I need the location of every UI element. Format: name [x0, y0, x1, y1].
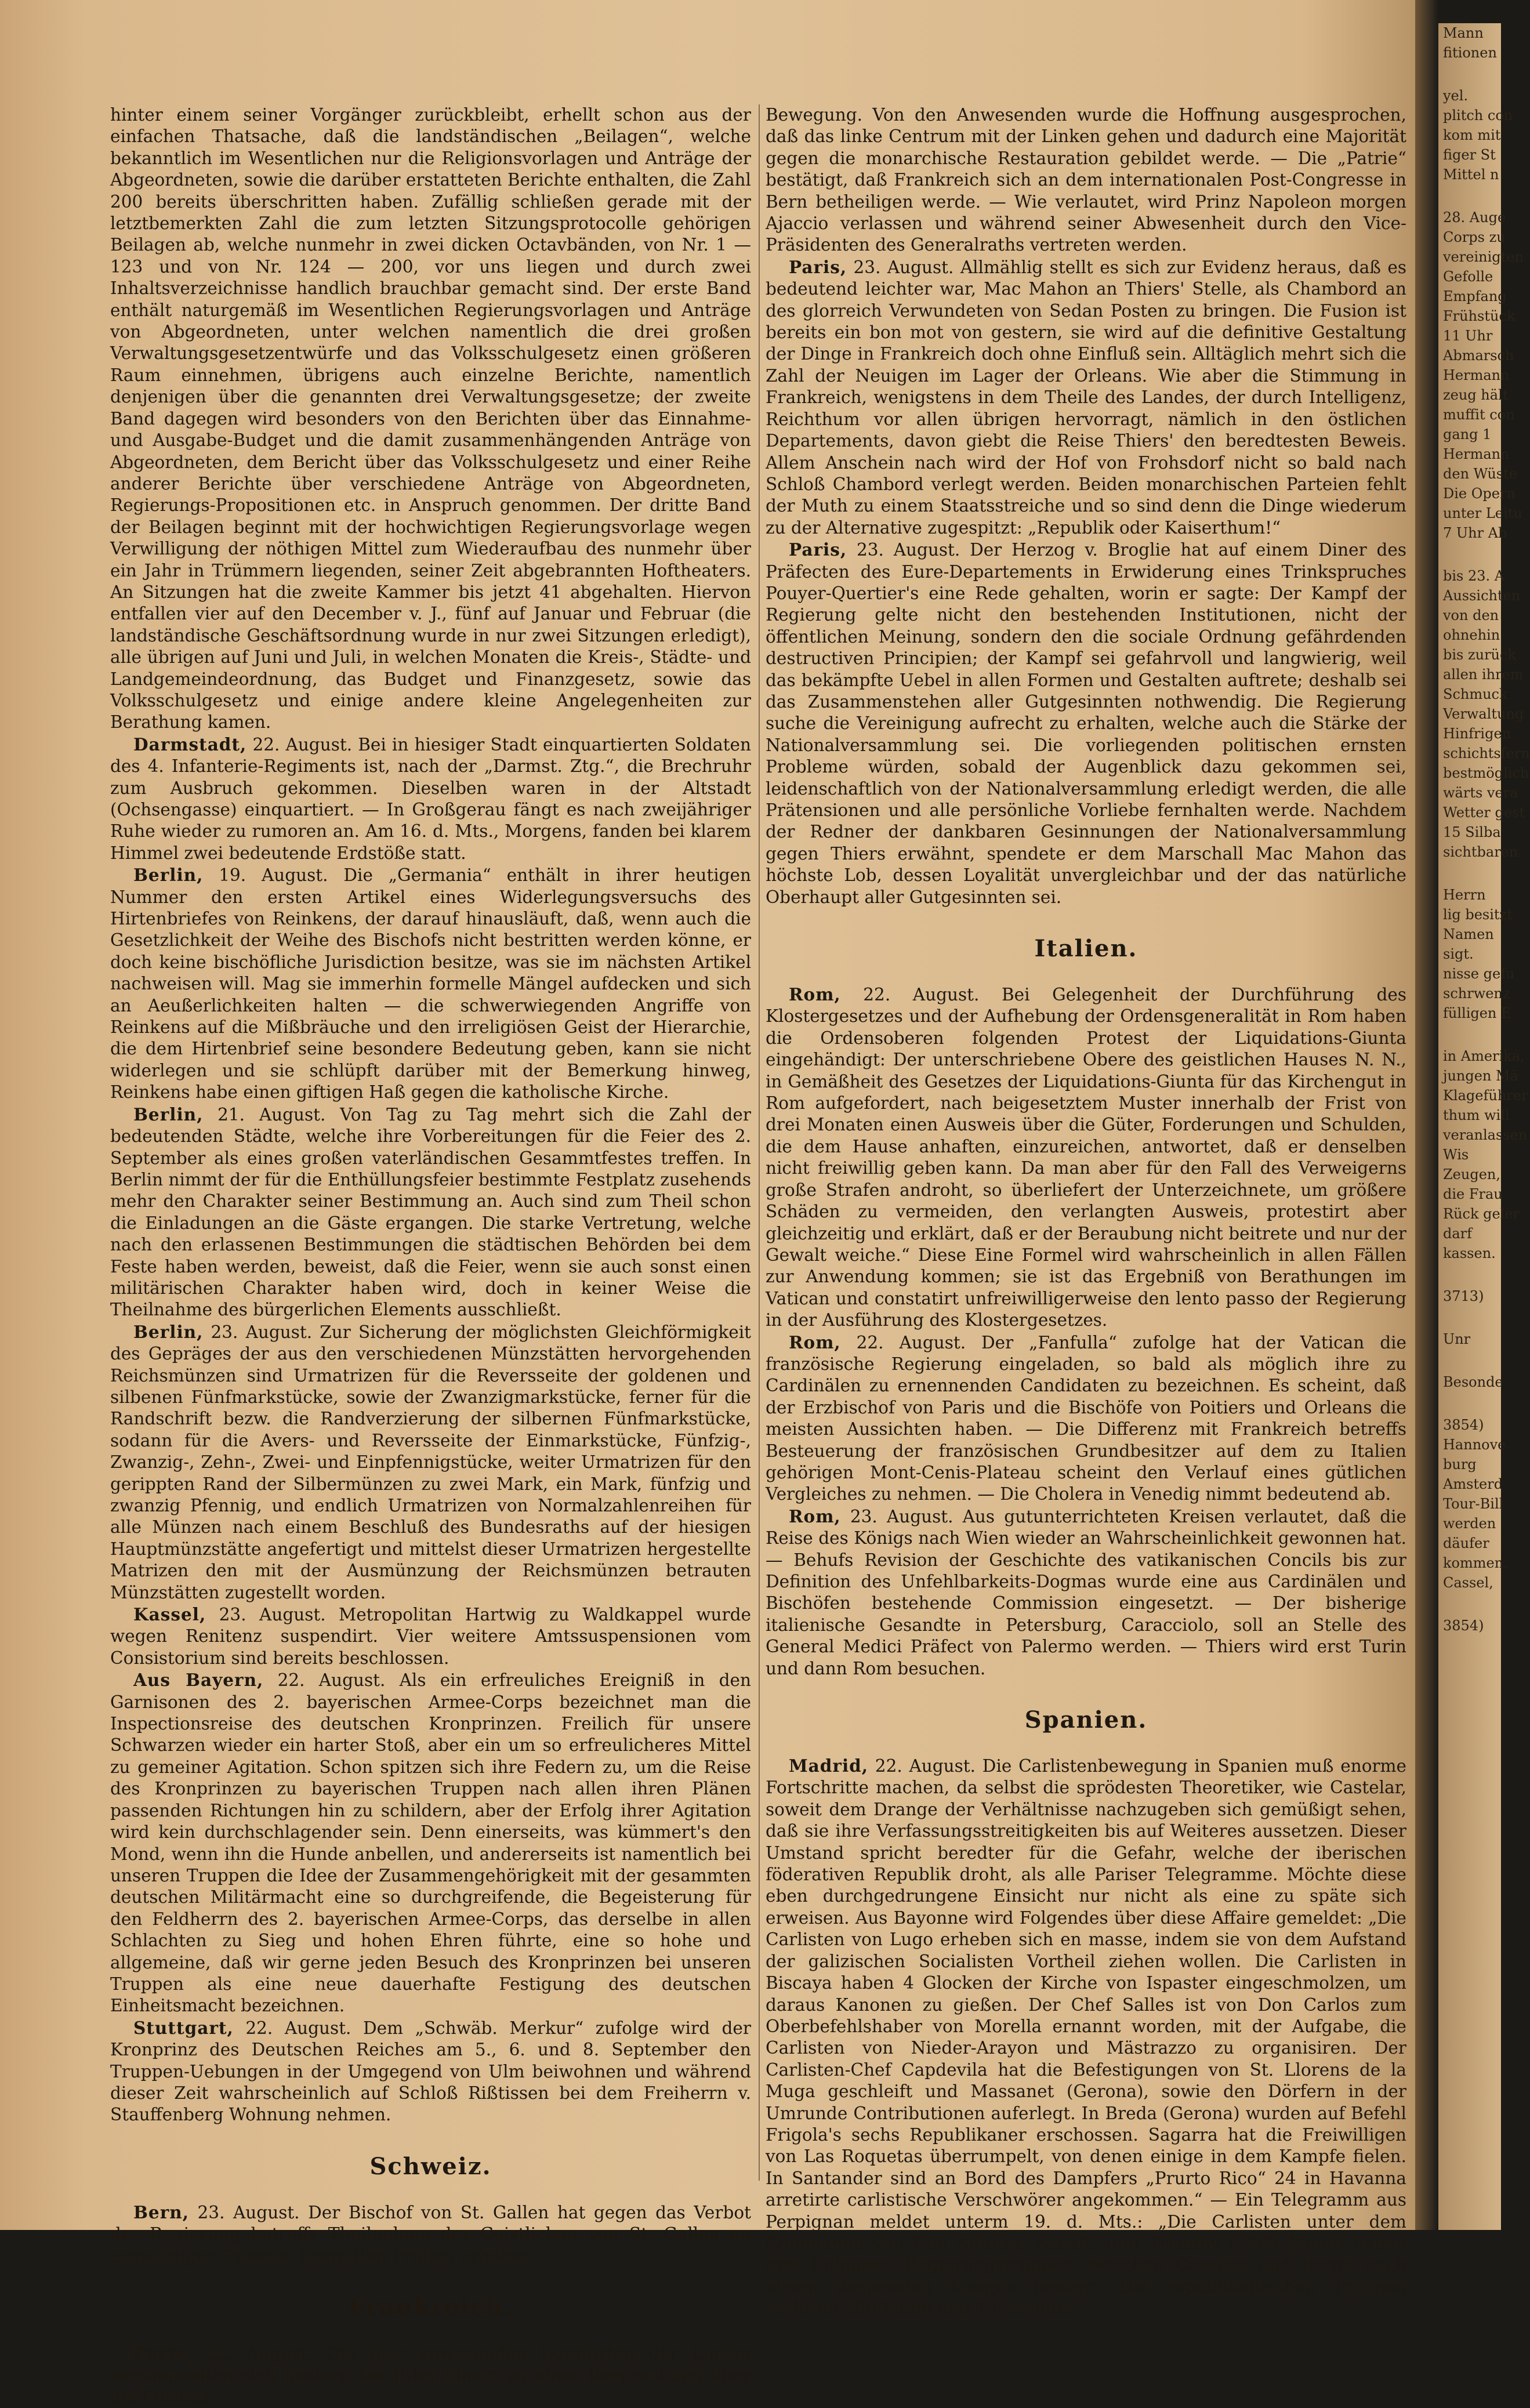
- neighbor-fragment: unter Leitu: [1443, 505, 1522, 521]
- dateline: Bern,: [133, 2202, 189, 2222]
- neighbor-fragment: lig besitzt: [1443, 906, 1513, 923]
- neighbor-fragment: muffit con: [1443, 407, 1515, 423]
- neighbor-fragment: schrwenz: [1443, 985, 1510, 1002]
- neighbor-fragment: Hinfrigen: [1443, 726, 1511, 742]
- neighbor-fragment: veranlassen: [1443, 1127, 1528, 1143]
- dateline: Madrid,: [789, 1756, 869, 1776]
- paragraph-text: 23. August. Aus gutunterrichteten Kreisen verlautet, daß die Reise des Königs nach Wien wieder an Wahrscheinlichkeit gewonnen hat. — Behufs Revision der Geschichte des vatikanischen Concils bis zur Definition des Unfehlbarkeits-Dogmas wurde eine aus Cardinälen und Bischöfen bestehende Commission eingesetzt. — Der bisherige italienische Gesandte in Petersburg, Caracciolo, soll an Stelle des General Medici Präfect von Palermo werden. — Thiers wird erst Turin und dann Rom besuchen.: [766, 1506, 1406, 1678]
- neighbor-fragment: Verwaltung: [1443, 706, 1524, 722]
- neighbor-fragment: vereinigten: [1443, 249, 1524, 265]
- neighbor-fragment: Die Opern: [1443, 485, 1516, 502]
- neighbor-fragment: Hannove: [1443, 1437, 1506, 1453]
- neighbor-fragment: Mann: [1443, 25, 1484, 41]
- neighbor-fragment: Amsterd: [1443, 1476, 1503, 1492]
- neighbor-fragment: allen ihrem: [1443, 666, 1524, 683]
- neighbor-fragment: schichtsfern: [1443, 745, 1530, 761]
- article-paragraph: [766, 1332, 1406, 1506]
- neighbor-fragment: bis zurück: [1443, 647, 1516, 663]
- neighbor-fragment: in Amerika,: [1443, 1048, 1525, 1064]
- neighbor-fragment: nisse gefu: [1443, 966, 1515, 982]
- article-paragraph: [766, 1506, 1406, 1680]
- article-paragraph: [110, 2017, 751, 2126]
- dateline: Kassel,: [133, 1604, 206, 1625]
- dateline: Rom,: [789, 984, 841, 1005]
- book-gutter: [1415, 0, 1438, 2230]
- article-paragraph: [766, 984, 1406, 1332]
- neighbor-fragment: Besonde: [1443, 1374, 1503, 1390]
- dateline: Berlin,: [133, 1321, 204, 1342]
- paragraph-text: 22. August. Der „Fanfulla“ zufolge hat der Vatican die französische Regierung eingeladen, so bald als möglich ihre zu Cardinälen zu ernennenden Candidaten zu bezeichnen. Es scheint, daß der Erzbischof von Paris und die Bischöfe von Poitiers und Orleans die meisten Aussichten haben. — Die Differenz mit Frankreich betreffs Besteuerung der französischen Grundbesitzer auf dem zu Italien gehörigen Mont-Cenis-Plateau scheint den Verlauf eines gütlichen Vergleiches zu nehmen. — Die Cholera in Venedig nimmt bedeutend ab.: [766, 1332, 1406, 1504]
- neighbor-fragment: ohnehin: [1443, 627, 1500, 643]
- paragraph-text: 23. August. Der Bischof von St. Gallen hat gegen das Verbot der Regierung betreffs Theilnahme der Geistlichen von St. Gallen an auswärtigen Priester-Exercitien Protest erhoben.: [110, 2202, 751, 2266]
- neighbor-fragment: kommen.: [1443, 1555, 1508, 1571]
- paragraph-text: 22. August. Die Carlistenbewegung in Spanien muß enorme Fortschritte machen, da selbst die sprödesten Theoretiker, wie Castelar, soweit dem Drange der Verhältnisse nachzugeben sich gemüßigt sehen, daß sie ihre Verfassungsstreitigkeiten bis auf Weiteres aussetzen. Dieser Umstand spricht beredter für die Gefahr, welche der iberischen föderativen Republik droht, als alle Pariser Telegramme. Möchte diese eben durchgedrungene Einsicht nur nicht als eine zu späte sich erweisen. Aus Bayonne wird Folgendes über diese Affaire gemeldet: „Die Carlisten von Lugo erheben sich en masse, indem sie von dem Aufstand der galizischen Socialisten Vortheil ziehen wollen. Die Carlisten in Biscaya haben 4 Glocken der Kirche von Ispaster eingeschmolzen, um daraus Kanonen zu gießen. Der Chef Salles ist von Don Carlos zum Oberbefehlshaber von Morella ernannt worden, mit der Aufgabe, die Carlisten von Nieder-Arayon und Mästrazzo zu organisiren. Der Carlisten-Chef Capdevila hat die Befestigungen von St. Llorens de la Muga geschleift und Massanet (Gerona), sowie den Dörfern in der Umrunde Contributionen auferlegt. In Breda (Gerona) wurden auf Befehl Frigola's sechs Republikaner erschossen. Sagarra hat die Freiwilligen von Las Roquetas überrumpelt, von denen einige in dem Kampfe fielen. In Santander sind an Bord des Dampfers „Prurto Rico“ 24 in Havanna arretirte carlistische Verschwörer angekommen.“ — Ein Telegramm aus Perpignan meldet unterm 19. d. Mts.: „Die Carlisten unter dem Commando von Don Alfonso, Saballs und Tristany (2400 Mann) haben drei Colonnen Regierungstruppen zwischen Caseñas und Berga nach einem desperaten Kampfe besiegt. Die republikanischen Truppen verloren 200 Mann und 1 Geschütz.“: [766, 1756, 1406, 2319]
- paragraph-text: 23. August. Metropolitan Hartwig zu Waldkappel wurde wegen Renitenz suspendirt. Vier weitere Amtssuspensionen vom Consistorium sind bereits beschlossen.: [110, 1605, 751, 1668]
- neighbor-fragment: 11 Uhr: [1443, 328, 1493, 344]
- dateline: Aus Bayern,: [133, 1670, 264, 1691]
- neighbor-fragment: Cassel,: [1443, 1575, 1493, 1591]
- neighbor-fragment: darf: [1443, 1225, 1473, 1242]
- column-divider: [759, 104, 760, 2181]
- paragraph-text: 21. August. Von Tag zu Tag mehrt sich die Zahl der bedeutenden Städte, welche ihre Vorbereitungen für die Feier des 2. September als eines großen vaterländischen Gesammtfestes treffen. In Berlin nimmt der für die Enthüllungsfeier bestimmte Festplatz zusehends mehr den Charakter seiner Bestimmung an. Auch sind zum Theil schon die Einladungen an die Gäste ergangen. Die starke Vertretung, welche nach den erlassenen Bestimmungen die städtischen Behörden bei dem Feste haben werden, beweist, daß die Feier, wenn sie auch sonst einen militärischen Charakter haben wird, doch in keiner Weise die Theilnahme des bürgerlichen Elements ausschließt.: [110, 1104, 751, 1320]
- neighbor-fragment: gang 1: [1443, 426, 1492, 443]
- neighbor-fragment: 3854): [1443, 1618, 1484, 1634]
- neighbor-fragment: Schmuck: [1443, 686, 1508, 702]
- article-paragraph: [110, 1321, 751, 1604]
- paragraph-text: Bewegung. Von den Anwesenden wurde die Hoffnung ausgesprochen, daß das linke Centrum mit der Linken gehen und dadurch eine Majorität gegen die monarchische Restauration gebildet werde. — Die „Patrie“ bestätigt, daß Frankreich sich an dem internationalen Post-Congresse in Bern betheiligen werde. — Wie verlautet, wird Prinz Napoleon morgen Ajaccio verlassen und während seiner Abwesenheit durch den Vice-Präsidenten des Generalraths vertreten werden.: [766, 105, 1406, 255]
- article-paragraph: [110, 2202, 751, 2267]
- article-paragraph: [110, 1669, 751, 2017]
- paragraph-text: 22. August. Bei Gelegenheit der Durchführung des Klostergesetzes und der Aufhebung der Ordensgeneralität in Rom haben die Ordensoberen folgenden Protest der Liquidations-Giunta eingehändigt: Der unterschriebene Obere des geistlichen Hauses N. N., in Gemäßheit des Gesetzes der Liquidations-Giunta für das Kirchengut in Rom aufgefordert, nach beigesetztem Muster innerhalb der Frist von drei Monaten einen Ausweis über die Güter, Forderungen und Schulden, die dem Hause anhaften, einzureichen, antwortet, daß er denselben nicht freiwillig geben kann. Da man aber für den Fall des Verweigerns große Strafen androht, so überliefert der Unterzeichnete, um größere Schäden zu vermeiden, den verlangten Ausweis, protestirt aber gleichzeitig und erklärt, daß er der Beraubung nicht beitrete und nur der Gewalt weiche.“ Diese Eine Formel wird wahrscheinlich in allen Fällen zur Anwendung kommen; sie ist das Ergebniß von Berathungen im Vatican und constatirt unfreiwilligerweise den lento passo der Regierung in der Ausführung des Klostergesetzes.: [766, 985, 1406, 1330]
- neighbor-fragment: 7 Uhr Ab: [1443, 525, 1507, 541]
- article-paragraph: [766, 539, 1406, 908]
- article-paragraph: [110, 1104, 751, 1321]
- neighbor-fragment: sigt.: [1443, 946, 1474, 962]
- neighbor-fragment: Tour-Bill: [1443, 1496, 1504, 1512]
- left-column: [110, 104, 751, 2407]
- dateline: Rom,: [789, 1506, 841, 1526]
- neighbor-fragment: den Wüste: [1443, 466, 1517, 482]
- right-column: [766, 104, 1406, 2319]
- paragraph-text: 22. August. Die hier anwesenden Deputirten der Linken versammelten sich gestern bei Jules Simon zu einer Besprechung über die Fusions-: [110, 2344, 751, 2407]
- article-paragraph: [110, 864, 751, 1103]
- dateline: Berlin,: [133, 1104, 204, 1125]
- article-paragraph: [110, 734, 751, 864]
- article-paragraph: [766, 1755, 1406, 2320]
- paragraph-text: 23. August. Zur Sicherung der möglichsten Gleichförmigkeit des Gepräges der aus den verschiedenen Münzstätten hervorgehenden Reichsmünzen sind Urmatrizen für die Reversseite der goldenen und silbenen Fünfmarkstücke, sowie der Zwanzigmarkstücke, ferner für die Randschrift bezw. die Randverzierung der silbernen Fünfmarkstücke, sodann für die Avers- und Reversseite der Einmarkstücke, Fünfzig-, Zwanzig-, Zehn-, Zwei- und Einpfennigstücke, weiter Urmatrizen für den gerippten Rand der Silbermünzen zu zwei Mark, ein Mark, fünfzig und zwanzig Pfennig, und endlich Urmatrizen von Normalzahlenreihen für alle Münzen nach einem Beschluß des Bundesraths auf der hiesigen Hauptmünzstätte angefertigt und mittelst dieser Urmatrizen hergestellte Matrizen den mit der Ausmünzung der Reichsmünzen betrauten Münzstätten zugestellt worden.: [110, 1322, 751, 1602]
- neighbor-fragment: yel.: [1443, 88, 1469, 104]
- neighbor-fragment: Herrn: [1443, 887, 1486, 903]
- neighbor-fragment: Abmarsch: [1443, 347, 1514, 364]
- neighbor-fragment: jungen Mä: [1443, 1068, 1518, 1084]
- dateline: Paris,: [133, 2343, 192, 2363]
- neighbor-fragment: fülligen E: [1443, 1005, 1511, 1021]
- article-paragraph: [766, 104, 1406, 256]
- neighbor-fragment: werden: [1443, 1515, 1496, 1532]
- neighbor-page-edge: [1438, 23, 1530, 2230]
- section-heading: Spanien.: [1024, 1706, 1148, 1734]
- neighbor-fragment: wärts vera: [1443, 785, 1518, 801]
- neighbor-fragment: sichtbaren: [1443, 844, 1518, 860]
- neighbor-fragment: fitionen: [1443, 45, 1497, 61]
- article-paragraph: [110, 2342, 751, 2408]
- neighbor-fragment: die Frau: [1443, 1186, 1503, 1202]
- neighbor-fragment: Frühstück: [1443, 308, 1516, 324]
- dateline: Paris,: [789, 256, 847, 277]
- neighbor-fragment: 3713): [1443, 1288, 1484, 1304]
- neighbor-fragment: Hermann: [1443, 367, 1510, 383]
- section-heading: Schweiz.: [369, 2152, 492, 2180]
- neighbor-fragment: bestmöglich: [1443, 765, 1529, 781]
- neighbor-fragment: Unr: [1443, 1331, 1471, 1347]
- neighbor-fragment: thum will: [1443, 1107, 1510, 1123]
- neighbor-fragment: 15 Silba: [1443, 824, 1501, 840]
- neighbor-fragment: Rück geler: [1443, 1206, 1520, 1222]
- neighbor-fragment: kom mit: [1443, 127, 1501, 143]
- dateline: Paris,: [789, 539, 847, 560]
- neighbor-fragment: 3854): [1443, 1417, 1484, 1433]
- neighbor-fragment: Klageführer: [1443, 1087, 1528, 1104]
- neighbor-fragment: plitch con: [1443, 107, 1513, 124]
- neighbor-fragment: 28. Auge: [1443, 209, 1506, 226]
- article-paragraph: [110, 104, 751, 734]
- neighbor-fragment: Hermann: [1443, 446, 1510, 462]
- neighbor-fragment: Wetter gest: [1443, 804, 1525, 821]
- neighbor-fragment: kassen.: [1443, 1245, 1496, 1261]
- neighbor-fragment: Gefolle: [1443, 269, 1493, 285]
- neighbor-fragment: burg: [1443, 1456, 1477, 1473]
- paragraph-text: hinter einem seiner Vorgänger zurückbleibt, erhellt schon aus der einfachen Thatsache, daß die landständischen „Beilagen“, welche bekanntlich im Wesentlichen nur die Religionsvorlagen und Anträge der Abgeordneten, sowie die darüber erstatteten Berichte enthalten, die Zahl 200 bereits überschritten haben. Zufällig schließen gerade mit der letztbemerkten Zahl die zum letzten Sitzungsprotocolle gehörigen Beilagen ab, welche nunmehr in zwei dicken Octavbänden, von Nr. 1 — 123 und von Nr. 124 — 200, vor uns liegen und durch zwei Inhaltsverzeichnisse handlich brauchbar gemacht sind. Der erste Band enthält naturgemäß im Wesentlichen Regierungsvorlagen und Anträge von Abgeordneten, unter welchen namentlich die drei großen Verwaltungsgesetzentwürfe und das Volksschulgesetz einen größeren Raum einnehmen, übrigens auch einzelne Berichte, namentlich denjenigen über die genannten drei Verwaltungsgesetze; der zweite Band dagegen wird besonders von den Berichten über das Einnahme- und Ausgabe-Budget und die damit zusammenhängenden Anträge von Abgeordneten, dem Bericht über das Volksschulgesetz und einer Reihe anderer Berichte über verschiedene Anträge von Abgeordneten, Regierungs-Propositionen etc. in Anspruch genommen. Der dritte Band der Beilagen beginnt mit der hochwichtigen Regierungsvorlage wegen Verwilligung der nöthigen Mittel zum Wiederaufbau des nunmehr über ein Jahr in Trümmern liegenden, seiner Zeit abgebrannten Hoftheaters. An Sitzungen hat die zweite Kammer bis jetzt 41 abgehalten. Hiervon entfallen vier auf den December v. J., fünf auf Januar und Februar (die landständische Geschäftsordnung wurde in nur zwei Sitzungen erledigt), alle übrigen auf Juni und Juli, in welchen Monaten die Kreis-, Städte- und Landgemeindeordnung, das Budget und Finanzgesetz, sowie das Volksschulgesetz und einige andere kleine Angelegenheiten zur Berathung kamen.: [110, 105, 751, 732]
- paragraph-text: 22. August. Bei in hiesiger Stadt einquartierten Soldaten des 4. Infanterie-Regiments ist, nach der „Darmst. Ztg.“, die Brechruhr zum Ausbruch gekommen. Dieselben waren in der Altstadt (Ochsengasse) einquartiert. — In Großgerau fängt es nach zweijähriger Ruhe wieder zu rumoren an. Am 16. d. Mts., Morgens, fanden bei klarem Himmel zwei bedeutende Erdstöße statt.: [110, 734, 751, 863]
- dateline: Berlin,: [133, 865, 204, 886]
- article-paragraph: [110, 1604, 751, 1669]
- paragraph-text: 22. August. Dem „Schwäb. Merkur“ zufolge wird der Kronprinz des Deutschen Reiches am 5., 6. und 8. September den Truppen-Uebungen in der Umgegend von Ulm beiwohnen und während dieser Zeit wahrscheinlich auf Schloß Rißtissen bei dem Freiherrn v. Stauffenberg Wohnung nehmen.: [110, 2018, 751, 2125]
- neighbor-fragment: zeug hält: [1443, 387, 1509, 403]
- neighbor-fragment: bis 23. A: [1443, 568, 1505, 584]
- neighbor-fragment: Namen: [1443, 926, 1494, 942]
- dateline: Stuttgart,: [133, 2017, 234, 2038]
- neighbor-fragment: Mittel n: [1443, 166, 1499, 183]
- neighbor-fragment: Aussichten: [1443, 588, 1521, 604]
- neighbor-fragment: Zeugen,: [1443, 1166, 1500, 1183]
- paragraph-text: 19. August. Die „Germania“ enthält in ihrer heutigen Nummer den ersten Artikel eines Widerlegungsversuchs des Hirtenbriefes von Reinkens, der darauf hinausläuft, daß, wenn auch die Gesetzlichkeit der Weihe des Bischofs nicht bestritten werden könne, er doch keine bischöfliche Jurisdiction besitze, was sie im nächsten Artikel nachweisen will. Mag sie immerhin formelle Mängel aufdecken und sich an Aeußerlichkeiten halten — die schwerwiegenden Angriffe von Reinkens auf die Mißbräuche und den irreligiösen Geist der Hierarchie, die dem Hirtenbrief seine besondere Bedeutung geben, kann sie nicht widerlegen und sie schlüpft darüber mit der Bemerkung hinweg, Reinkens habe einen giftigen Haß gegen die katholische Kirche.: [110, 865, 751, 1103]
- neighbor-fragment: Corps zu: [1443, 229, 1506, 245]
- dateline: Rom,: [789, 1332, 841, 1352]
- paragraph-text: 23. August. Allmählig stellt es sich zur Evidenz heraus, daß es bedeutend leichter war, Mac Mahon an Thiers' Stelle, als Chambord an des glorreich Verwundeten von Sedan Posten zu bringen. Die Fusion ist bereits ein bon mot von gestern, sie wird auf die definitive Gestaltung der Dinge in Frankreich doch ohne Einfluß sein. Alltäglich mehrt sich die Zahl der Neuigen im Lager der Orleans. Wie aber die Stimmung in Frankreich, wenigstens in dem Theile des Landes, der durch Intelligenz, Reichthum vor allen übrigen hervorragt, nämlich in den östlichen Departements, davon giebt die Reise Thiers' den beredtesten Beweis. Allem Anschein nach wird der Hof von Frohsdorf nicht so bald nach Schloß Chambord verlegt werden. Beiden monarchischen Parteien fehlt der Muth zu einem Staatsstreiche und so sind denn die Dinge wiederum zu der Alternative zugespitzt: „Republik oder Kaiserthum!“: [766, 257, 1406, 538]
- paragraph-text: 22. August. Als ein erfreuliches Ereigniß in den Garnisonen des 2. bayerischen Armee-Corps bezeichnet man die Inspectionsreise des deutschen Kronprinzen. Freilich für unsere Schwarzen wieder ein harter Stoß, aber ein um so erfreulicheres Mittel zu gemeiner Agitation. Schon spitzen sich ihre Federn zu, um die Reise des Kronprinzen zu bayerischen Truppen nach allen ihren Plänen passenden Richtungen hin zu schildern, aber der Erfolg ihrer Agitation wird kein durchschlagender sein. Denn einerseits, was kümmert's den Mond, wenn ihn die Hunde anbellen, und andererseits ist namentlich bei unseren Truppen die Idee der Zusammengehörigkeit mit der gesammten deutschen Militärmacht eine so durchgreifende, die Begeisterung für den Feldherrn des 2. bayerischen Armee-Corps, das derselbe in allen Schlachten zu Sieg und hohen Ehren führte, eine so hohe und allgemeine, daß wir gerne jeden Besuch des Kronprinzen bei unseren Truppen als eine neue dauerhafte Festigung des deutschen Einheitsmacht bezeichnen.: [110, 1670, 751, 2016]
- article-paragraph: [766, 256, 1406, 539]
- neighbor-fragment: Wis: [1443, 1147, 1469, 1163]
- neighbor-fragment: von den: [1443, 607, 1499, 623]
- neighbor-fragment: figer St: [1443, 147, 1496, 163]
- dateline: Darmstadt,: [133, 734, 247, 755]
- section-heading: Italien.: [1034, 935, 1138, 963]
- section-heading: Frankreich.: [349, 2294, 513, 2321]
- paragraph-text: 23. August. Der Herzog v. Broglie hat auf einem Diner des Präfecten des Eure-Departements in Erwiderung eines Trinkspruches Pouyer-Quertier's eine Rede gehalten, worin er sagte: Der Kampf der Regierung gelte nicht den bestehenden Institutionen, nicht der öffentlichen Meinung, sondern den die sociale Ordnung gefährdenden destructiven Principien; der Kampf sei gefahrvoll und langwierig, weil das bekämpfte Uebel in allen Formen und Gestalten auftrete; deshalb sei das Zusammenstehen aller Gutgesinnten nothwendig. Die Regierung suche die Vereinigung aufrecht zu erhalten, welche auch die Stärke der Nationalversammlung sei. Die vorliegenden politischen ernsten Probleme würden, sobald der Augenblick dazu gekommen sei, leidenschaftlich von der Nationalversammlung erledigt werden, die alle Prätensionen und alle persönliche Vorliebe fernhalten werde. Nachdem der Redner der dankbaren Gesinnungen der Nationalversammlung gegen Thiers erwähnt, spendete er dem Marschall Mac Mahon das höchste Lob, dessen Loyalität unvergleichbar und der das natürliche Oberhaupt aller Gutgesinnten sei.: [766, 540, 1406, 907]
- neighbor-fragment: Empfang: [1443, 288, 1507, 304]
- neighbor-fragment: däufer: [1443, 1535, 1489, 1551]
